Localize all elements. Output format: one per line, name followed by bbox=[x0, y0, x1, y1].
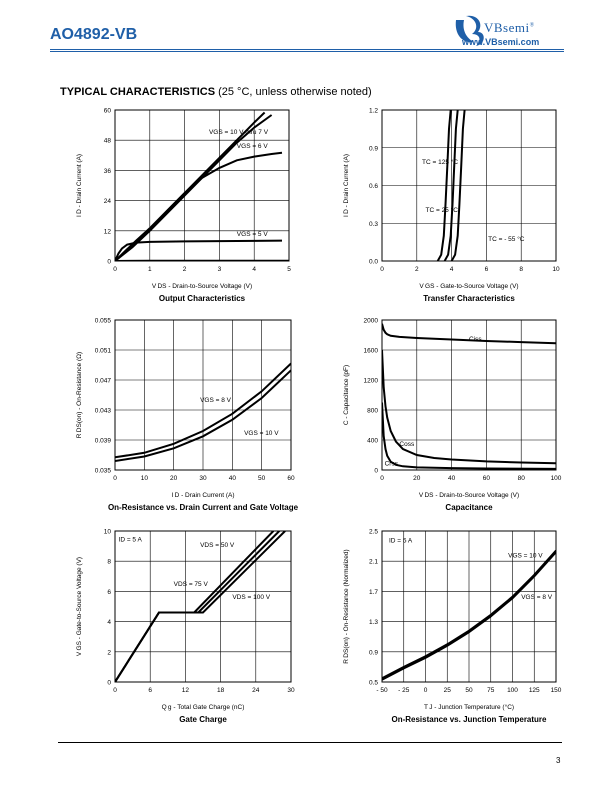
y-axis-label: I D - Drain Current (A) bbox=[343, 153, 350, 218]
y-tick-label: 4 bbox=[107, 619, 111, 627]
y-axis-label: V GS - Gate-to-Source Voltage (V) bbox=[76, 556, 83, 657]
y-tick-label: 1200 bbox=[363, 377, 378, 385]
y-tick-label: 0 bbox=[374, 467, 378, 475]
x-tick-label: 80 bbox=[517, 475, 525, 482]
annotation-label: VGS = 5 V bbox=[236, 230, 268, 238]
annotation-label: TC = 25 °C bbox=[425, 206, 458, 214]
y-tick-label: 0.6 bbox=[368, 183, 378, 190]
y-tick-label: 0.051 bbox=[94, 347, 111, 355]
y-tick-label: 6 bbox=[107, 588, 111, 596]
y-tick-label: 0.039 bbox=[94, 437, 111, 445]
y-tick-label: 0.055 bbox=[94, 317, 111, 325]
annotation-label: Crss bbox=[384, 460, 398, 468]
y-tick-label: 0 bbox=[107, 679, 111, 687]
chart-output bbox=[76, 108, 291, 304]
y-tick-label: 36 bbox=[103, 167, 111, 175]
y-tick-label: 0.043 bbox=[94, 407, 111, 415]
annotation-label: ID = 5 A bbox=[118, 536, 142, 544]
y-tick-label: 0.035 bbox=[94, 467, 111, 475]
y-tick-label: 2.1 bbox=[368, 558, 378, 566]
x-tick-label: 25 bbox=[443, 687, 451, 694]
x-tick-label: 0 bbox=[113, 687, 117, 694]
section-title: TYPICAL CHARACTERISTICS bbox=[60, 86, 216, 98]
annotation-label: VGS = 10 V bbox=[508, 552, 543, 560]
annotation-label: VGS = 10 V thru 7 V bbox=[208, 128, 269, 136]
x-tick-label: 50 bbox=[258, 475, 266, 482]
y-tick-label: 800 bbox=[367, 407, 378, 415]
x-tick-label: 6 bbox=[484, 266, 489, 273]
y-tick-label: 1.2 bbox=[368, 107, 378, 115]
chart-transfer bbox=[343, 108, 560, 304]
y-axis-label: R DS(on) - On-Resistance (Normalized) bbox=[343, 549, 350, 664]
y-tick-label: 0.9 bbox=[368, 145, 378, 153]
annotation-label: TC = 125 °C bbox=[422, 159, 459, 167]
x-tick-label: 0 bbox=[423, 687, 428, 694]
x-tick-label: 75 bbox=[487, 687, 495, 694]
y-axis-label: I D - Drain Current (A) bbox=[76, 153, 83, 218]
annotation-label: VGS = 8 V bbox=[200, 396, 231, 404]
x-tick-label: - 25 bbox=[398, 687, 410, 694]
x-tick-label: 30 bbox=[199, 475, 207, 482]
chart-title: On-Resistance vs. Drain Current and Gate Voltage bbox=[107, 503, 299, 512]
chart-title: Capacitance bbox=[445, 503, 493, 512]
x-tick-label: 40 bbox=[447, 475, 456, 482]
x-tick-label: 60 bbox=[482, 475, 491, 482]
y-tick-label: 0.047 bbox=[94, 377, 111, 385]
annotation-label: ID = 5 A bbox=[388, 537, 413, 545]
page-number: 3 bbox=[556, 756, 561, 765]
annotation-label: TC = - 55 °C bbox=[488, 235, 525, 243]
x-tick-label: 1 bbox=[147, 266, 152, 273]
x-tick-label: 100 bbox=[507, 687, 518, 694]
x-tick-label: 0 bbox=[380, 475, 384, 482]
x-tick-label: 0 bbox=[380, 266, 384, 273]
chart-title: Gate Charge bbox=[179, 715, 227, 724]
x-tick-label: 24 bbox=[252, 687, 260, 694]
y-tick-label: 1600 bbox=[363, 347, 378, 355]
x-axis-label: V DS - Drain-to-Source Voltage (V) bbox=[418, 492, 520, 499]
y-tick-label: 8 bbox=[107, 558, 111, 566]
x-tick-label: 125 bbox=[528, 687, 540, 694]
x-tick-label: 50 bbox=[465, 687, 473, 694]
y-axis-label: C - Capacitance (pF) bbox=[343, 364, 350, 426]
x-tick-label: 0 bbox=[113, 266, 117, 273]
x-tick-label: 12 bbox=[181, 687, 190, 694]
annotation-label: VDS = 75 V bbox=[173, 581, 208, 589]
footer-rule bbox=[58, 742, 562, 743]
y-tick-label: 1.7 bbox=[368, 588, 378, 596]
y-tick-label: 24 bbox=[103, 198, 111, 206]
chart-title: On-Resistance vs. Junction Temperature bbox=[391, 715, 547, 724]
y-tick-label: 2 bbox=[107, 649, 111, 657]
x-tick-label: 100 bbox=[550, 475, 562, 482]
annotation-label: Coss bbox=[399, 441, 415, 448]
y-tick-label: 60 bbox=[103, 107, 111, 115]
x-tick-label: 18 bbox=[216, 687, 225, 694]
series-line bbox=[115, 241, 282, 261]
y-tick-label: 400 bbox=[367, 437, 378, 445]
x-tick-label: 4 bbox=[449, 266, 454, 273]
annotation-label: Ciss bbox=[469, 336, 482, 343]
series-line bbox=[115, 531, 279, 682]
x-tick-label: 3 bbox=[217, 266, 222, 273]
x-tick-label: - 50 bbox=[376, 687, 388, 694]
chart-rds_id bbox=[76, 318, 299, 513]
chart-capacitance bbox=[343, 318, 562, 513]
y-tick-label: 0 bbox=[107, 258, 111, 266]
y-tick-label: 12 bbox=[103, 228, 111, 236]
x-tick-label: 2 bbox=[414, 266, 419, 273]
section-note: (25 °C, unless otherwise noted) bbox=[218, 86, 372, 98]
x-tick-label: 10 bbox=[140, 475, 148, 482]
y-tick-label: 0.3 bbox=[368, 220, 378, 228]
annotation-label: VGS = 6 V bbox=[236, 142, 268, 150]
brand-name: VBsemi® bbox=[484, 20, 535, 35]
series-line bbox=[115, 153, 282, 261]
registered-mark: ® bbox=[529, 22, 535, 29]
x-tick-label: 30 bbox=[287, 687, 295, 694]
y-tick-label: 1.3 bbox=[368, 619, 378, 627]
x-tick-label: 2 bbox=[182, 266, 187, 273]
chart-gate_charge bbox=[76, 529, 295, 725]
annotation-label: VGS = 10 V bbox=[244, 429, 279, 437]
x-tick-label: 40 bbox=[228, 475, 236, 482]
x-axis-label: V DS - Drain-to-Source Voltage (V) bbox=[151, 283, 253, 290]
chart-rds_tj bbox=[343, 529, 562, 725]
y-tick-label: 0.9 bbox=[368, 649, 378, 657]
y-tick-label: 2000 bbox=[363, 317, 378, 325]
y-tick-label: 0.5 bbox=[368, 679, 378, 687]
annotation-label: VDS = 100 V bbox=[232, 593, 271, 601]
chart-title: Transfer Characteristics bbox=[423, 294, 515, 303]
x-tick-label: 8 bbox=[519, 266, 524, 273]
website-link[interactable]: www.VBsemi.com bbox=[462, 37, 540, 47]
x-tick-label: 5 bbox=[287, 266, 291, 273]
series-line bbox=[382, 403, 556, 469]
y-tick-label: 48 bbox=[103, 137, 111, 145]
x-axis-label: T J - Junction Temperature (°C) bbox=[423, 704, 515, 711]
annotation-label: VDS = 50 V bbox=[200, 541, 235, 549]
y-tick-label: 2.5 bbox=[368, 528, 378, 536]
x-tick-label: 60 bbox=[287, 475, 295, 482]
y-axis-label: R DS(on) - On-Resistance (Ω) bbox=[76, 351, 83, 439]
y-tick-label: 0.0 bbox=[368, 258, 378, 266]
x-tick-label: 20 bbox=[413, 475, 421, 482]
y-tick-label: 10 bbox=[103, 528, 111, 536]
chart-title: Output Characteristics bbox=[158, 294, 246, 303]
series-line bbox=[115, 531, 273, 682]
part-number: AO4892-VB bbox=[50, 26, 138, 43]
x-axis-label: Q g - Total Gate Charge (nC) bbox=[161, 704, 245, 711]
x-tick-label: 0 bbox=[113, 475, 117, 482]
x-axis-label: V GS - Gate-to-Source Voltage (V) bbox=[419, 283, 519, 290]
x-tick-label: 10 bbox=[552, 266, 560, 273]
x-tick-label: 6 bbox=[148, 687, 153, 694]
x-tick-label: 20 bbox=[170, 475, 178, 482]
x-tick-label: 4 bbox=[252, 266, 257, 273]
annotation-label: VGS = 8 V bbox=[521, 593, 553, 601]
x-tick-label: 150 bbox=[550, 687, 562, 694]
x-axis-label: I D - Drain Current (A) bbox=[171, 492, 235, 499]
